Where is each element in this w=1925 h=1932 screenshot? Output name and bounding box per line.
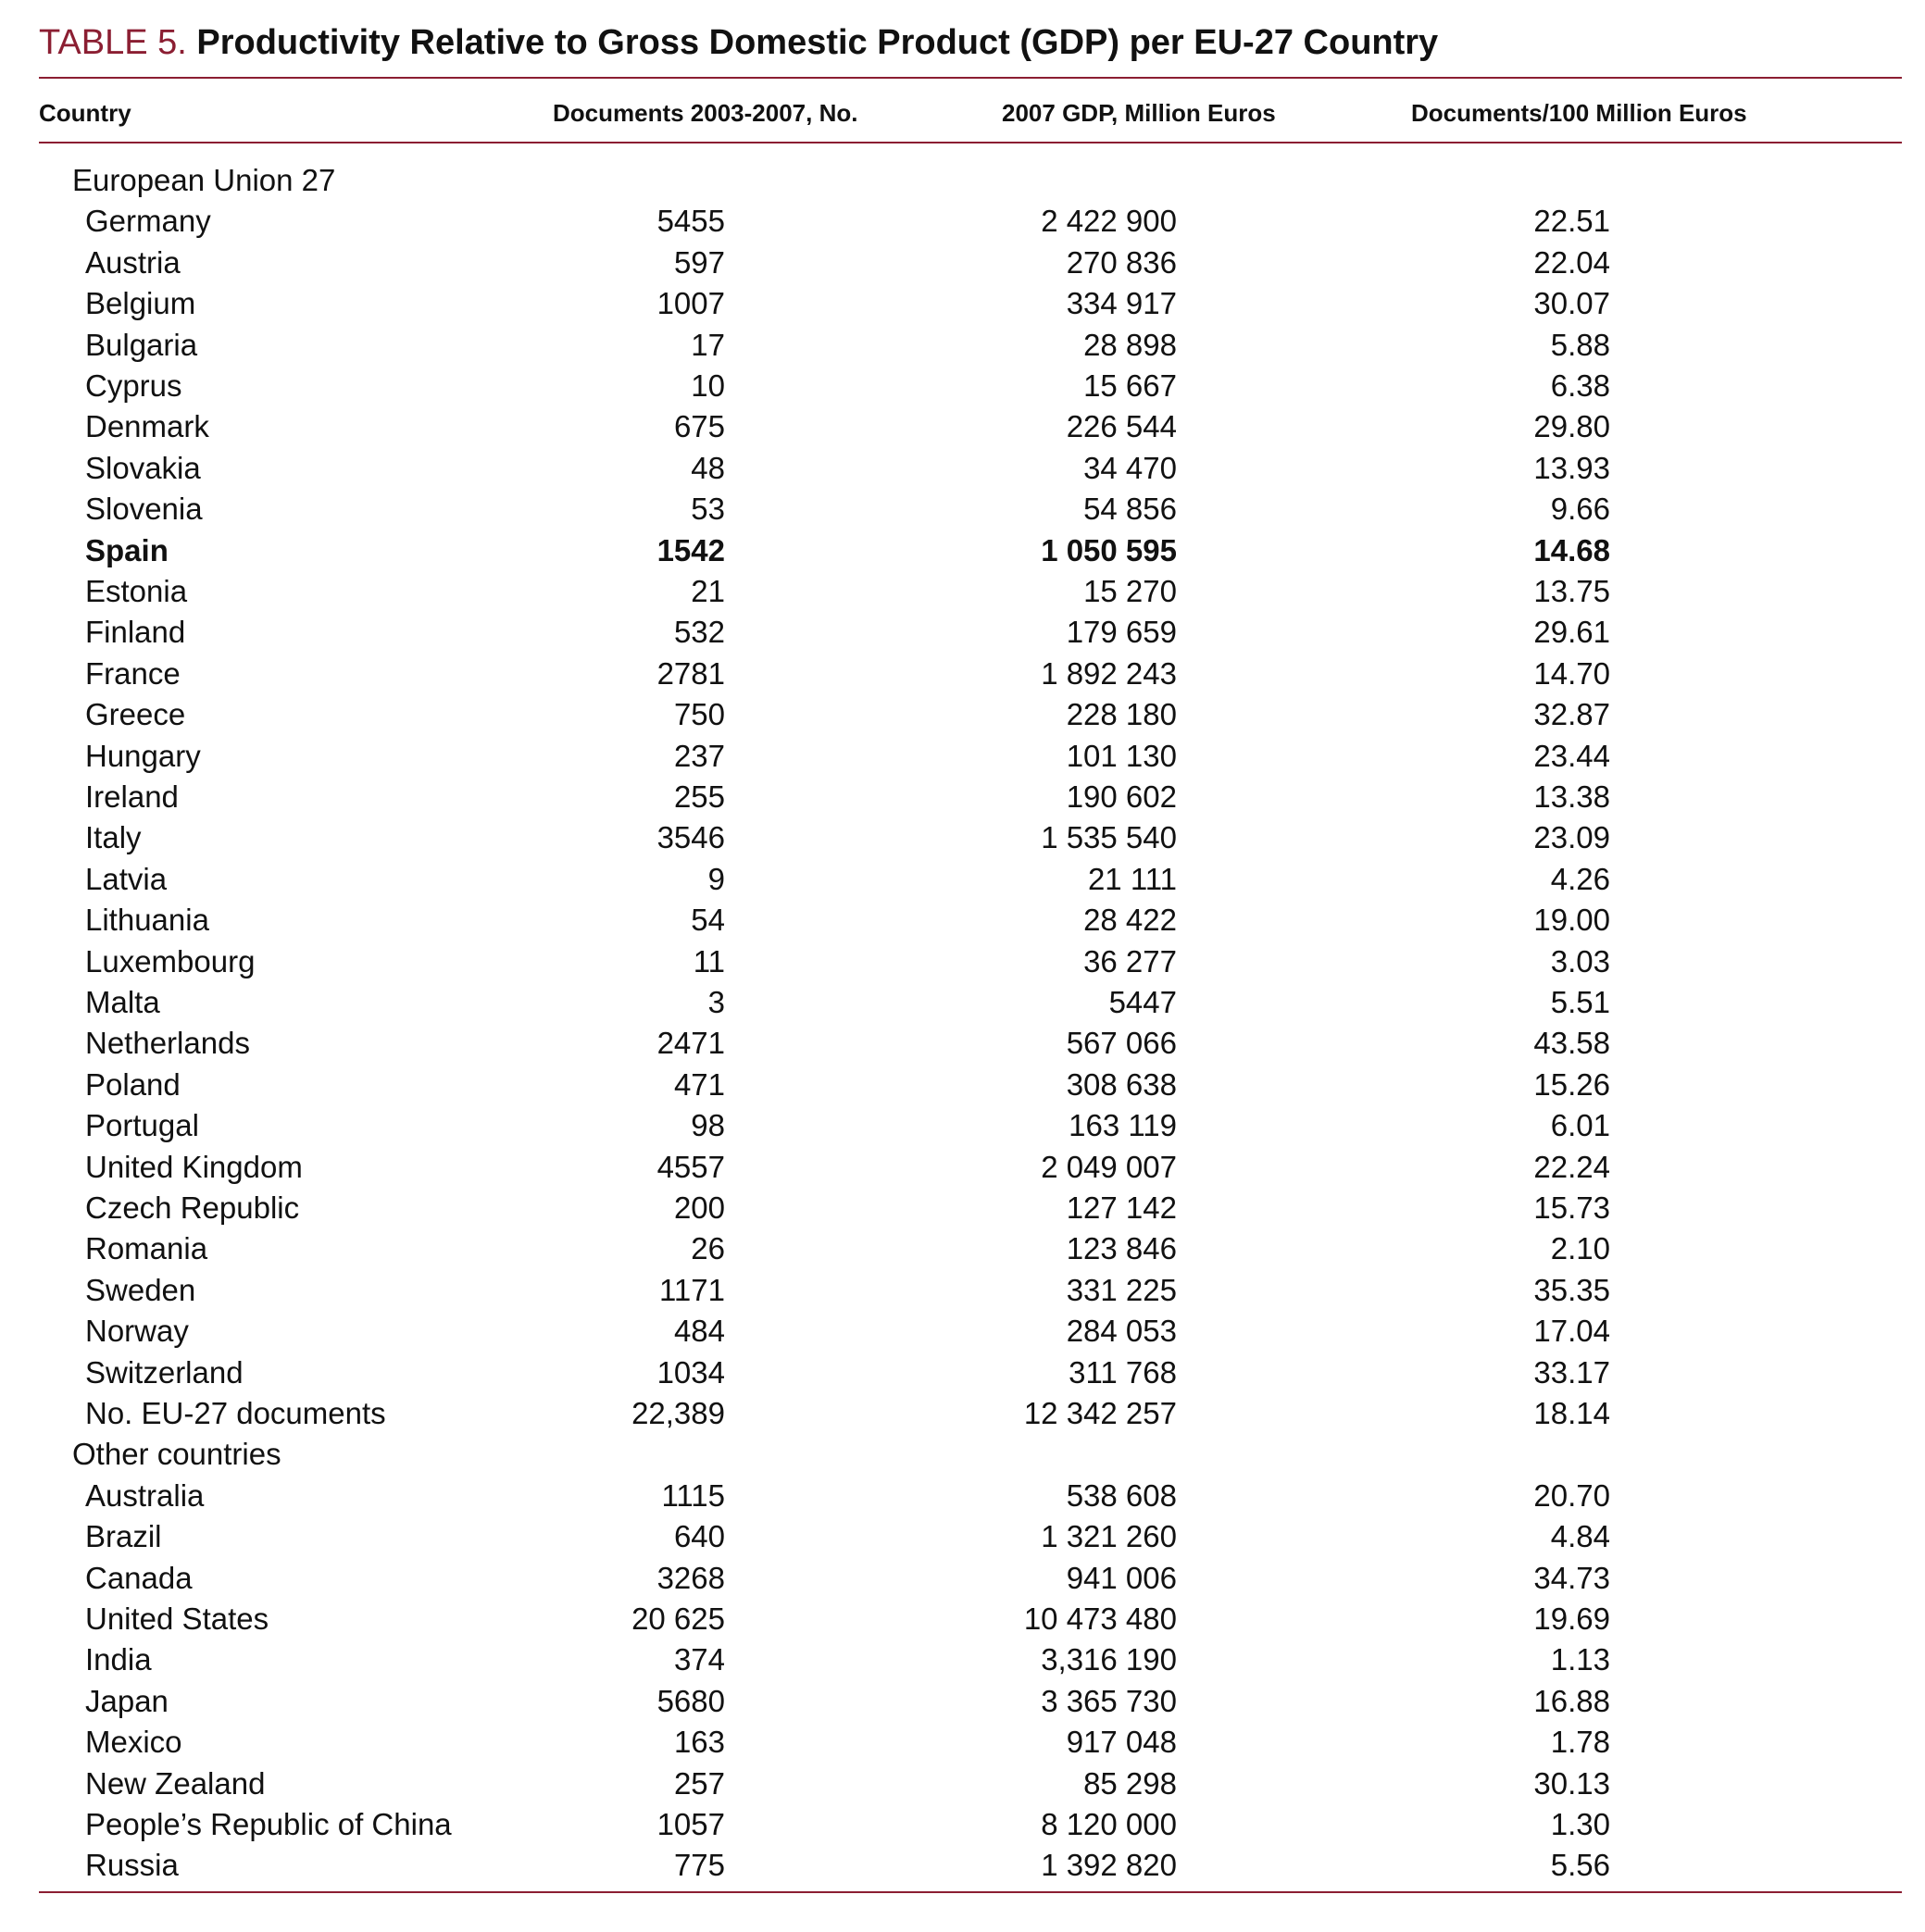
ratio-cell: 19.69 xyxy=(1533,1602,1610,1636)
country-cell: Brazil xyxy=(85,1519,162,1554)
ratio-cell: 5.88 xyxy=(1550,327,1610,362)
column-header-country: Country xyxy=(39,99,131,127)
gdp-cell: 917 048 xyxy=(1066,1725,1177,1760)
documents-cell: 54 xyxy=(691,903,725,938)
country-cell: Greece xyxy=(85,697,186,732)
ratio-cell: 3.03 xyxy=(1550,943,1610,978)
table-row xyxy=(0,900,1925,941)
documents-cell: 4557 xyxy=(656,1149,725,1184)
country-cell: Malta xyxy=(85,985,160,1019)
country-cell: Italy xyxy=(85,820,142,855)
ratio-cell: 19.00 xyxy=(1533,903,1610,938)
title-rule xyxy=(39,77,1902,79)
gdp-cell: 85 298 xyxy=(1083,1765,1177,1801)
documents-cell: 257 xyxy=(673,1765,725,1801)
gdp-cell: 21 111 xyxy=(1087,861,1177,896)
table-row xyxy=(0,654,1925,694)
documents-cell: 2471 xyxy=(656,1026,725,1061)
ratio-cell: 13.93 xyxy=(1533,450,1610,485)
documents-cell: 1034 xyxy=(656,1354,725,1390)
table-row xyxy=(0,530,1925,571)
documents-cell: 163 xyxy=(673,1725,725,1760)
table-row xyxy=(0,1188,1925,1228)
gdp-cell: 270 836 xyxy=(1066,244,1177,280)
country-cell: Sweden xyxy=(85,1272,196,1307)
gdp-cell: 226 544 xyxy=(1066,409,1177,444)
ratio-cell: 43.58 xyxy=(1533,1026,1610,1061)
documents-cell: 484 xyxy=(673,1314,725,1349)
gdp-cell: 54 856 xyxy=(1083,492,1177,527)
country-cell: Mexico xyxy=(85,1725,182,1760)
bottom-rule xyxy=(39,1891,1902,1893)
gdp-cell: 12 342 257 xyxy=(1023,1396,1177,1430)
gdp-cell: 36 277 xyxy=(1083,943,1177,978)
documents-cell: 1007 xyxy=(656,286,725,321)
country-cell: France xyxy=(85,655,181,691)
gdp-cell: 163 119 xyxy=(1069,1108,1177,1143)
gdp-cell: 10 473 480 xyxy=(1023,1602,1177,1636)
documents-cell: 471 xyxy=(673,1066,725,1102)
documents-cell: 21 xyxy=(691,574,725,608)
ratio-cell: 34.73 xyxy=(1533,1560,1610,1595)
section-row xyxy=(0,160,1925,201)
documents-cell: 1542 xyxy=(656,532,725,567)
documents-cell: 53 xyxy=(691,492,725,527)
documents-cell: 17 xyxy=(691,327,725,362)
gdp-cell: 308 638 xyxy=(1066,1066,1177,1102)
gdp-cell: 334 917 xyxy=(1066,286,1177,321)
country-cell: People’s Republic of China xyxy=(85,1807,452,1841)
gdp-cell: 2 049 007 xyxy=(1041,1149,1177,1184)
ratio-cell: 15.26 xyxy=(1533,1066,1610,1102)
table-row xyxy=(0,1558,1925,1599)
gdp-cell: 284 053 xyxy=(1066,1314,1177,1349)
documents-cell: 200 xyxy=(673,1190,725,1225)
gdp-cell: 127 142 xyxy=(1066,1190,1177,1225)
table-row xyxy=(0,325,1925,366)
documents-cell: 9 xyxy=(707,861,725,896)
ratio-cell: 16.88 xyxy=(1533,1683,1610,1718)
gdp-cell: 3,316 190 xyxy=(1041,1642,1177,1677)
country-cell: New Zealand xyxy=(85,1765,266,1801)
documents-cell: 5680 xyxy=(656,1683,725,1718)
table-row xyxy=(0,1065,1925,1105)
table-row xyxy=(0,1599,1925,1639)
table-row xyxy=(0,283,1925,324)
gdp-cell: 1 392 820 xyxy=(1041,1848,1177,1883)
documents-cell: 750 xyxy=(673,697,725,732)
section-label: Other countries xyxy=(72,1437,281,1472)
ratio-cell: 6.38 xyxy=(1550,368,1610,403)
table-row xyxy=(0,406,1925,447)
table-row xyxy=(0,777,1925,817)
table-row xyxy=(0,201,1925,242)
table-row xyxy=(0,817,1925,858)
table-row xyxy=(0,1147,1925,1188)
table-row xyxy=(0,1105,1925,1146)
documents-cell: 10 xyxy=(691,368,725,403)
gdp-cell: 2 422 900 xyxy=(1041,204,1177,239)
country-cell: Bulgaria xyxy=(85,327,198,362)
gdp-cell: 538 608 xyxy=(1066,1477,1177,1513)
gdp-cell: 941 006 xyxy=(1066,1560,1177,1595)
country-cell: Cyprus xyxy=(85,368,182,403)
table-row xyxy=(0,859,1925,900)
table-row xyxy=(0,1311,1925,1352)
ratio-cell: 5.56 xyxy=(1550,1848,1610,1883)
ratio-cell: 17.04 xyxy=(1533,1314,1610,1349)
ratio-cell: 29.61 xyxy=(1533,615,1610,650)
ratio-cell: 22.24 xyxy=(1533,1149,1610,1184)
ratio-cell: 30.13 xyxy=(1533,1765,1610,1801)
gdp-cell: 311 768 xyxy=(1069,1354,1177,1390)
documents-cell: 255 xyxy=(673,779,725,814)
table-row xyxy=(0,1722,1925,1763)
country-cell: Germany xyxy=(85,204,211,239)
ratio-cell: 2.10 xyxy=(1550,1231,1610,1266)
documents-cell: 11 xyxy=(693,943,725,978)
table-row xyxy=(0,1764,1925,1804)
country-cell: Luxembourg xyxy=(85,943,256,978)
country-cell: Czech Republic xyxy=(85,1190,300,1225)
gdp-cell: 1 535 540 xyxy=(1041,820,1177,855)
country-cell: Russia xyxy=(85,1848,179,1883)
country-cell: Norway xyxy=(85,1314,189,1349)
country-cell: Portugal xyxy=(85,1108,199,1143)
table-row xyxy=(0,243,1925,283)
documents-cell: 1171 xyxy=(659,1272,725,1307)
ratio-cell: 35.35 xyxy=(1533,1272,1610,1307)
table-label: TABLE 5. xyxy=(39,23,187,62)
documents-cell: 1057 xyxy=(656,1807,725,1841)
country-cell: No. EU-27 documents xyxy=(85,1396,386,1430)
ratio-cell: 6.01 xyxy=(1550,1108,1610,1143)
table-row xyxy=(0,1352,1925,1393)
column-header-ratio: Documents/100 Million Euros xyxy=(1411,99,1747,127)
gdp-cell: 1 321 260 xyxy=(1041,1519,1177,1554)
country-cell: Belgium xyxy=(85,286,196,321)
country-cell: Spain xyxy=(85,532,169,567)
table-row xyxy=(0,1639,1925,1680)
country-cell: Netherlands xyxy=(85,1026,250,1061)
table-row xyxy=(0,1228,1925,1269)
country-cell: United Kingdom xyxy=(85,1149,303,1184)
gdp-cell: 34 470 xyxy=(1083,450,1177,485)
column-header-gdp: 2007 GDP, Million Euros xyxy=(1002,99,1276,127)
documents-cell: 3546 xyxy=(656,820,725,855)
table-row xyxy=(0,1270,1925,1311)
documents-cell: 597 xyxy=(673,244,725,280)
ratio-cell: 13.38 xyxy=(1533,779,1610,814)
ratio-cell: 18.14 xyxy=(1533,1396,1610,1430)
ratio-cell: 32.87 xyxy=(1533,697,1610,732)
table-row xyxy=(0,941,1925,982)
country-cell: United States xyxy=(85,1602,269,1636)
ratio-cell: 9.66 xyxy=(1550,492,1610,527)
country-cell: Slovakia xyxy=(85,450,201,485)
table-row xyxy=(0,736,1925,777)
table-row xyxy=(0,1516,1925,1557)
ratio-cell: 15.73 xyxy=(1533,1190,1610,1225)
ratio-cell: 1.13 xyxy=(1550,1642,1610,1677)
country-cell: Denmark xyxy=(85,409,209,444)
ratio-cell: 14.68 xyxy=(1533,532,1610,567)
gdp-cell: 3 365 730 xyxy=(1041,1683,1177,1718)
table-row xyxy=(0,1393,1925,1434)
documents-cell: 22,389 xyxy=(631,1396,725,1430)
country-cell: Japan xyxy=(85,1683,169,1718)
documents-cell: 20 625 xyxy=(631,1602,725,1636)
documents-cell: 98 xyxy=(691,1108,725,1143)
documents-cell: 775 xyxy=(673,1848,725,1883)
gdp-cell: 179 659 xyxy=(1066,615,1177,650)
ratio-cell: 20.70 xyxy=(1533,1477,1610,1513)
ratio-cell: 5.51 xyxy=(1550,985,1610,1019)
gdp-cell: 101 130 xyxy=(1066,738,1177,773)
country-cell: Latvia xyxy=(85,861,168,896)
country-cell: Australia xyxy=(85,1477,205,1513)
gdp-cell: 15 270 xyxy=(1083,574,1177,608)
ratio-cell: 1.30 xyxy=(1550,1807,1610,1841)
ratio-cell: 23.44 xyxy=(1533,738,1610,773)
column-header-documents: Documents 2003-2007, No. xyxy=(553,99,858,127)
table-row xyxy=(0,448,1925,489)
country-cell: Lithuania xyxy=(85,903,209,938)
documents-cell: 374 xyxy=(673,1642,725,1677)
documents-cell: 1115 xyxy=(661,1477,725,1513)
country-cell: Romania xyxy=(85,1231,208,1266)
country-cell: India xyxy=(85,1642,152,1677)
gdp-cell: 567 066 xyxy=(1066,1026,1177,1061)
country-cell: Estonia xyxy=(85,574,188,608)
table-row xyxy=(0,571,1925,612)
documents-cell: 3268 xyxy=(656,1560,725,1595)
table-row xyxy=(0,1023,1925,1064)
gdp-cell: 228 180 xyxy=(1066,697,1177,732)
documents-cell: 3 xyxy=(707,985,725,1019)
documents-cell: 48 xyxy=(691,450,725,485)
documents-cell: 26 xyxy=(691,1231,725,1266)
ratio-cell: 33.17 xyxy=(1533,1354,1610,1390)
table-row xyxy=(0,612,1925,653)
country-cell: Switzerland xyxy=(85,1354,244,1390)
documents-cell: 532 xyxy=(673,615,725,650)
ratio-cell: 30.07 xyxy=(1533,286,1610,321)
country-cell: Finland xyxy=(85,615,186,650)
gdp-cell: 1 892 243 xyxy=(1041,655,1177,691)
ratio-cell: 4.84 xyxy=(1550,1519,1610,1554)
table-row xyxy=(0,694,1925,735)
table-row xyxy=(0,1476,1925,1516)
documents-cell: 237 xyxy=(673,738,725,773)
table-row xyxy=(0,1804,1925,1845)
section-row xyxy=(0,1434,1925,1475)
country-cell: Austria xyxy=(85,244,181,280)
documents-cell: 640 xyxy=(673,1519,725,1554)
table-caption: Productivity Relative to Gross Domestic Product (GDP) per EU-27 Country xyxy=(196,23,1439,62)
country-cell: Poland xyxy=(85,1066,181,1102)
ratio-cell: 29.80 xyxy=(1533,409,1610,444)
ratio-cell: 22.51 xyxy=(1533,204,1610,239)
documents-cell: 5455 xyxy=(656,204,725,239)
ratio-cell: 23.09 xyxy=(1533,820,1610,855)
documents-cell: 675 xyxy=(673,409,725,444)
gdp-cell: 28 898 xyxy=(1083,327,1177,362)
header-rule xyxy=(39,142,1902,143)
gdp-cell: 331 225 xyxy=(1066,1272,1177,1307)
gdp-cell: 8 120 000 xyxy=(1041,1807,1177,1841)
gdp-cell: 1 050 595 xyxy=(1041,532,1177,567)
table-row xyxy=(0,1681,1925,1722)
section-label: European Union 27 xyxy=(72,163,336,197)
table-row xyxy=(0,489,1925,530)
table-row xyxy=(0,982,1925,1023)
ratio-cell: 14.70 xyxy=(1533,655,1610,691)
table-row xyxy=(0,366,1925,406)
table-row xyxy=(0,1845,1925,1886)
gdp-cell: 15 667 xyxy=(1083,368,1177,403)
ratio-cell: 22.04 xyxy=(1533,244,1610,280)
gdp-cell: 190 602 xyxy=(1066,779,1177,814)
ratio-cell: 1.78 xyxy=(1550,1725,1610,1760)
gdp-cell: 5447 xyxy=(1108,985,1177,1019)
ratio-cell: 13.75 xyxy=(1533,574,1610,608)
gdp-cell: 123 846 xyxy=(1066,1231,1177,1266)
country-cell: Ireland xyxy=(85,779,179,814)
country-cell: Hungary xyxy=(85,738,201,773)
documents-cell: 2781 xyxy=(656,655,725,691)
country-cell: Slovenia xyxy=(85,492,203,527)
ratio-cell: 4.26 xyxy=(1550,861,1610,896)
country-cell: Canada xyxy=(85,1560,193,1595)
gdp-cell: 28 422 xyxy=(1083,903,1177,938)
table-title xyxy=(39,20,1438,65)
